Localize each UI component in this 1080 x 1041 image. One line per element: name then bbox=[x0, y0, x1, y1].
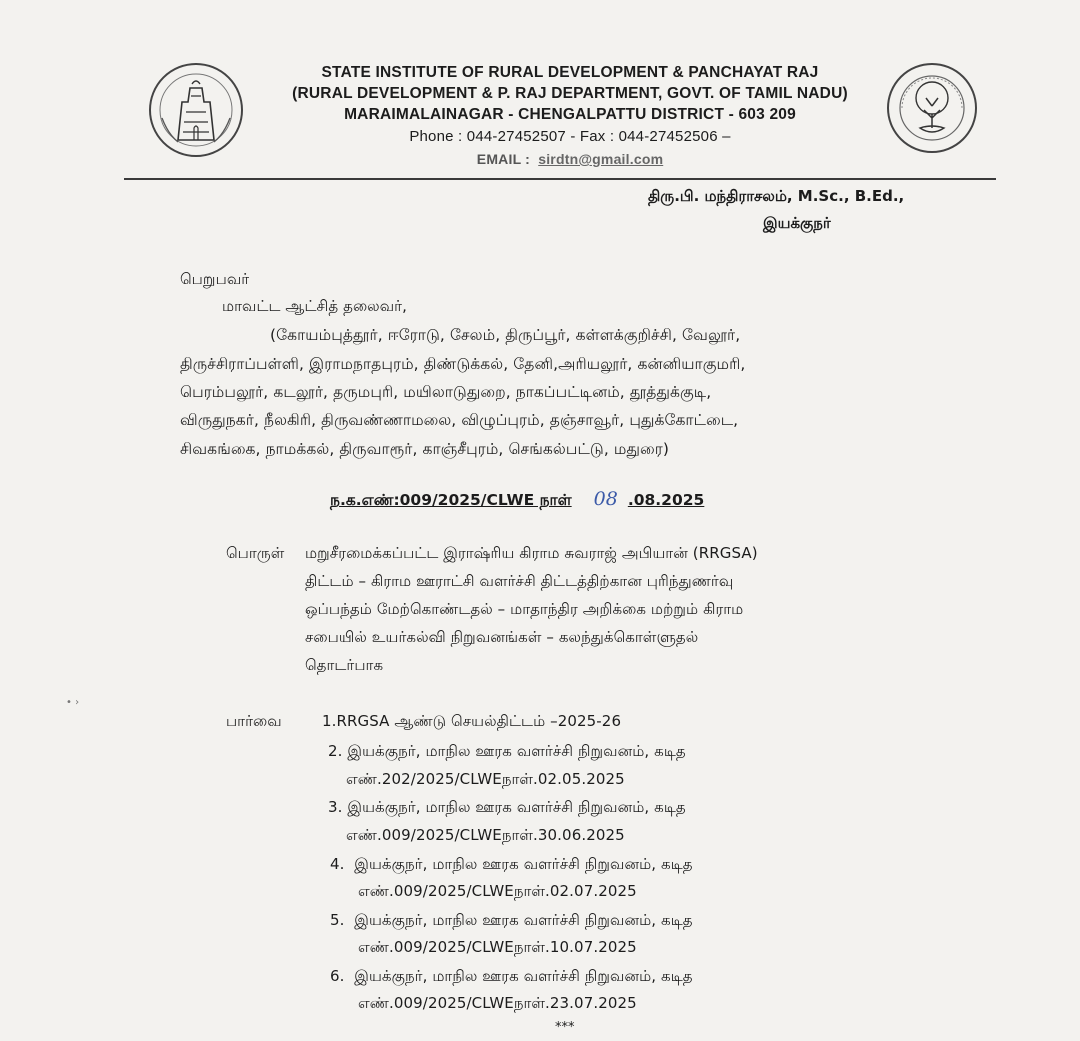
header-email-row bbox=[255, 149, 885, 170]
references-label: பார்வை bbox=[226, 712, 282, 730]
email-link[interactable]: sirdtn@gmail.com bbox=[538, 151, 664, 167]
district-list-line: சிவகங்கை, நாமக்கல், திருவாரூர், காஞ்சீபுரம், செங்கல்பட்டு, மதுரை) bbox=[180, 440, 669, 458]
tamil-nadu-emblem-icon bbox=[148, 62, 244, 158]
signatory-title: இயக்குநர் bbox=[763, 214, 831, 232]
reference-number: ந.க.எண்:009/2025/CLWE நாள் bbox=[330, 491, 572, 509]
header-phone: Phone : 044-27452507 - Fax : 044-27452506 – bbox=[409, 128, 731, 145]
subject-line: திட்டம் – கிராம ஊராட்சி வளர்ச்சி திட்டத்திற்கான புரிந்துணர்வு bbox=[305, 572, 734, 590]
reference-month-year: .08.2025 bbox=[627, 491, 705, 509]
subject-line: தொடர்பாக bbox=[305, 656, 384, 674]
reference-item-detail: எண்.009/2025/CLWEநாள்.10.07.2025 bbox=[358, 938, 637, 956]
header-address: MARAIMALAINAGAR - CHENGALPATTU DISTRICT - 603 209 bbox=[344, 106, 796, 123]
email-label: EMAIL : bbox=[476, 151, 531, 167]
district-list-line: (கோயம்புத்தூர், ஈரோடு, சேலம், திருப்பூர், கள்ளக்குறிச்சி, வேலூர், bbox=[270, 326, 741, 344]
reference-item: 1.RRGSA ஆண்டு செயல்திட்டம் –2025-26 bbox=[322, 712, 622, 730]
institution-header bbox=[255, 62, 885, 170]
sird-emblem-icon bbox=[886, 62, 978, 154]
reference-item: 5. இயக்குநர், மாநில ஊரக வளர்ச்சி நிறுவனம், கடித bbox=[330, 911, 693, 929]
reference-item-detail: எண்.202/2025/CLWEநாள்.02.05.2025 bbox=[346, 770, 625, 788]
district-list-line: திருச்சிராப்பள்ளி, இராமநாதபுரம், திண்டுக்கல், தேனி,அரியலூர், கன்னியாகுமரி, bbox=[180, 355, 746, 373]
subject-line: சபையில் உயர்கல்வி நிறுவனங்கள் – கலந்துக்கொள்ளுதல் bbox=[305, 628, 699, 646]
reference-item-detail: எண்.009/2025/CLWEநாள்.30.06.2025 bbox=[346, 826, 625, 844]
reference-item-detail: எண்.009/2025/CLWEநாள்.23.07.2025 bbox=[358, 994, 637, 1012]
reference-item-detail: எண்.009/2025/CLWEநாள்.02.07.2025 bbox=[358, 882, 637, 900]
recipient-label: பெறுபவர் bbox=[180, 270, 250, 288]
recipient-addressee: மாவட்ட ஆட்சித் தலைவர், bbox=[222, 297, 407, 315]
reference-item: 3. இயக்குநர், மாநில ஊரக வளர்ச்சி நிறுவனம், கடித bbox=[328, 798, 686, 816]
section-separator: *** bbox=[555, 1020, 575, 1035]
reference-item: 2. இயக்குநர், மாநில ஊரக வளர்ச்சி நிறுவனம், கடித bbox=[328, 742, 686, 760]
district-list-line: பெரம்பலூர், கடலூர், தருமபுரி, மயிலாடுதுறை, நாகப்பட்டினம், தூத்துக்குடி, bbox=[180, 383, 712, 401]
handwritten-day: 08 bbox=[593, 488, 618, 510]
margin-mark: • › bbox=[66, 697, 80, 708]
reference-number-line bbox=[330, 488, 704, 511]
reference-item: 4. இயக்குநர், மாநில ஊரக வளர்ச்சி நிறுவனம், கடித bbox=[330, 855, 693, 873]
header-divider bbox=[124, 178, 996, 180]
district-list-line: விருதுநகர், நீலகிரி, திருவண்ணாமலை, விழுப்புரம், தஞ்சாவூர், புதுக்கோட்டை, bbox=[180, 411, 739, 429]
signatory-name: திரு.பி. மந்திராசலம், M.Sc., B.Ed., bbox=[648, 187, 905, 205]
header-department: (RURAL DEVELOPMENT & P. RAJ DEPARTMENT, GOVT. OF TAMIL NADU) bbox=[292, 85, 848, 102]
subject-line: ஒப்பந்தம் மேற்கொண்டதல் – மாதாந்திர அறிக்கை மற்றும் கிராம bbox=[305, 600, 744, 618]
header-institute-name: STATE INSTITUTE OF RURAL DEVELOPMENT & PANCHAYAT RAJ bbox=[321, 64, 819, 81]
reference-item: 6. இயக்குநர், மாநில ஊரக வளர்ச்சி நிறுவனம், கடித bbox=[330, 967, 693, 985]
subject-label: பொருள் bbox=[226, 544, 285, 562]
subject-line: மறுசீரமைக்கப்பட்ட இராஷ்ரிய கிராம சுவராஜ் அபியான் (RRGSA) bbox=[305, 544, 758, 562]
